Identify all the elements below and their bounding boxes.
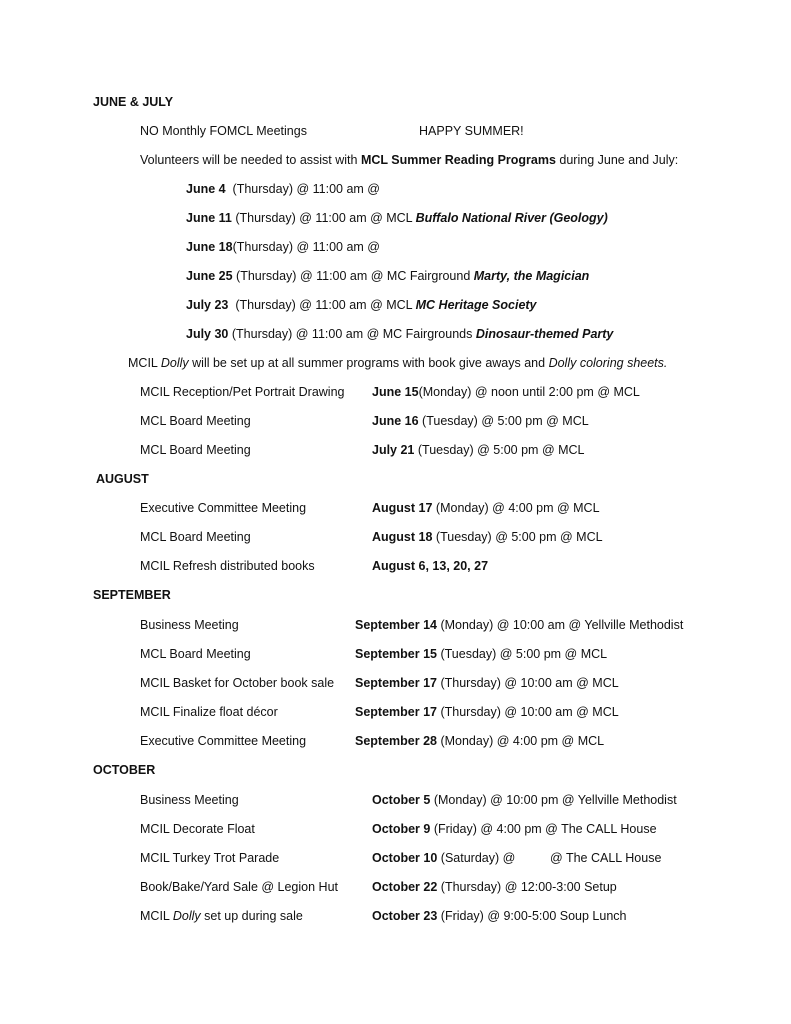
volunteers-prefix: Volunteers will be needed to assist with xyxy=(140,153,361,167)
event-date: September 17 xyxy=(355,705,437,719)
event-when xyxy=(372,384,640,400)
event-name: MCIL Reception/Pet Portrait Drawing xyxy=(140,385,345,399)
program-details: (Thursday) @ 11:00 am @ MCL xyxy=(228,298,416,312)
event-details: (Tuesday) @ 5:00 pm @ MCL xyxy=(414,443,585,457)
event-details: (Saturday) @ @ The CALL House xyxy=(437,851,662,865)
event-details: (Tuesday) @ 5:00 pm @ MCL xyxy=(436,647,608,661)
event-when xyxy=(372,500,600,516)
event-name xyxy=(140,908,303,924)
happy-summer-note: HAPPY SUMMER! xyxy=(419,124,524,138)
event-when xyxy=(372,558,488,574)
event-when xyxy=(372,529,603,545)
event-when xyxy=(372,442,585,458)
program-item xyxy=(186,297,537,313)
event-name: MCIL Refresh distributed books xyxy=(140,559,315,573)
event-name-prefix: MCIL xyxy=(140,909,173,923)
event-name: MCIL Decorate Float xyxy=(140,822,255,836)
event-when xyxy=(355,617,683,633)
event-date: July 21 xyxy=(372,443,415,457)
event-name: Book/Bake/Yard Sale @ Legion Hut xyxy=(140,880,338,894)
event-name: MCL Board Meeting xyxy=(140,647,251,661)
event-name: MCL Board Meeting xyxy=(140,530,251,544)
event-when xyxy=(355,733,604,749)
event-when xyxy=(355,704,619,720)
program-item xyxy=(186,268,589,284)
program-details: (Thursday) @ 11:00 am @ xyxy=(232,240,380,254)
event-details: (Tuesday) @ 5:00 pm @ MCL xyxy=(432,530,603,544)
program-details: (Thursday) @ 11:00 am @ MC Fairgrounds xyxy=(228,327,476,341)
event-when xyxy=(372,413,589,429)
event-when xyxy=(372,821,657,837)
event-name: MCL Board Meeting xyxy=(140,443,251,457)
event-when xyxy=(372,792,677,808)
dolly-note xyxy=(128,355,667,371)
event-date: September 15 xyxy=(355,647,437,661)
section-heading-august: AUGUST xyxy=(96,472,149,486)
program-item xyxy=(186,181,380,197)
volunteers-suffix: during June and July: xyxy=(555,153,679,167)
section-heading-june-july: JUNE & JULY xyxy=(93,95,174,109)
section-heading-october: OCTOBER xyxy=(93,763,156,777)
program-title: MC Heritage Society xyxy=(415,298,537,312)
event-details: (Monday) @ noon until 2:00 pm @ MCL xyxy=(418,385,640,399)
dolly-note-text: will be set up at all summer programs with book give aways and xyxy=(188,356,549,370)
event-date: August 17 xyxy=(372,501,433,515)
event-name: MCL Board Meeting xyxy=(140,414,251,428)
program-date: July 23 xyxy=(186,298,229,312)
event-details: (Friday) @ 4:00 pm @ The CALL House xyxy=(430,822,657,836)
event-date: October 9 xyxy=(372,822,431,836)
event-when xyxy=(372,850,661,866)
volunteers-program-name: MCL Summer Reading Programs xyxy=(360,153,556,167)
section-heading-september: SEPTEMBER xyxy=(93,588,171,602)
event-when xyxy=(355,675,619,691)
dolly-note-text: MCIL xyxy=(128,356,161,370)
dolly-name: Dolly xyxy=(172,909,201,923)
event-date: August 6, 13, 20, 27 xyxy=(372,559,489,573)
event-date: October 23 xyxy=(372,909,438,923)
dolly-name: Dolly xyxy=(160,356,189,370)
event-date: October 10 xyxy=(372,851,438,865)
event-date: June 16 xyxy=(372,414,419,428)
event-date: September 14 xyxy=(355,618,437,632)
event-details: (Thursday) @ 10:00 am @ MCL xyxy=(436,705,619,719)
program-details: (Thursday) @ 11:00 am @ MCL xyxy=(231,211,416,225)
event-date: October 5 xyxy=(372,793,431,807)
program-item xyxy=(186,210,608,226)
event-name: Executive Committee Meeting xyxy=(140,734,307,748)
program-details: (Thursday) @ 11:00 am @ MC Fairground xyxy=(232,269,474,283)
event-details: (Thursday) @ 10:00 am @ MCL xyxy=(436,676,619,690)
event-details: (Monday) @ 10:00 am @ Yellville Methodist xyxy=(436,618,684,632)
event-when xyxy=(372,879,617,895)
volunteers-note xyxy=(140,152,678,168)
program-item xyxy=(186,326,613,342)
dolly-coloring-sheets: Dolly coloring sheets. xyxy=(548,356,668,370)
program-date: June 11 xyxy=(186,211,232,225)
event-date: September 28 xyxy=(355,734,437,748)
event-name: MCIL Basket for October book sale xyxy=(140,676,335,690)
program-date: June 4 xyxy=(186,182,226,196)
no-meetings-note: NO Monthly FOMCL Meetings xyxy=(140,124,307,138)
program-item xyxy=(186,239,380,255)
event-name: MCIL Turkey Trot Parade xyxy=(140,851,280,865)
event-date: October 22 xyxy=(372,880,438,894)
program-title: Dinosaur-themed Party xyxy=(475,327,614,341)
event-details: (Friday) @ 9:00-5:00 Soup Lunch xyxy=(437,909,627,923)
event-name-suffix: set up during sale xyxy=(200,909,303,923)
event-date: September 17 xyxy=(355,676,437,690)
program-date: July 30 xyxy=(186,327,229,341)
program-title: Marty, the Magician xyxy=(473,269,590,283)
event-name: Executive Committee Meeting xyxy=(140,501,307,515)
program-details: (Thursday) @ 11:00 am @ xyxy=(225,182,380,196)
event-when xyxy=(355,646,607,662)
event-name: Business Meeting xyxy=(140,618,239,632)
program-date: June 18 xyxy=(186,240,233,254)
event-name: MCIL Finalize float décor xyxy=(140,705,278,719)
event-details: (Monday) @ 10:00 pm @ Yellville Methodist xyxy=(430,793,677,807)
event-details: (Monday) @ 4:00 pm @ MCL xyxy=(436,734,605,748)
program-date: June 25 xyxy=(186,269,233,283)
event-details: (Tuesday) @ 5:00 pm @ MCL xyxy=(418,414,589,428)
program-title: Buffalo National River (Geology) xyxy=(415,211,608,225)
event-when xyxy=(372,908,627,924)
event-details: (Thursday) @ 12:00-3:00 Setup xyxy=(437,880,617,894)
event-name: Business Meeting xyxy=(140,793,239,807)
event-details: (Monday) @ 4:00 pm @ MCL xyxy=(432,501,600,515)
event-date: June 15 xyxy=(372,385,419,399)
event-date: August 18 xyxy=(372,530,433,544)
